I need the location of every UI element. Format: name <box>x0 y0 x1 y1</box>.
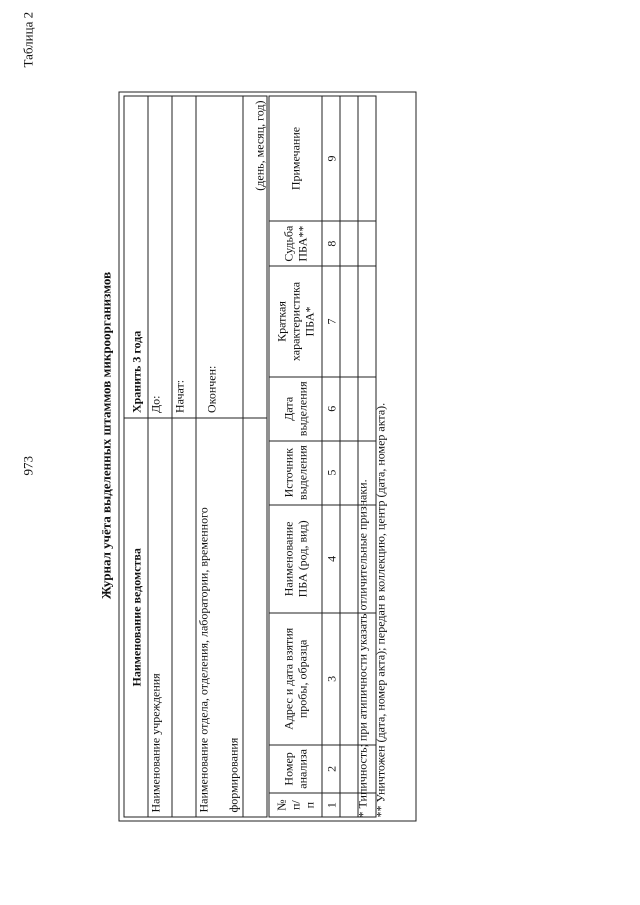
column-headers <box>269 96 322 817</box>
institution-blank <box>172 417 196 816</box>
table-cell <box>340 440 358 504</box>
finished-cell <box>196 96 243 418</box>
heading-left: Наименование ведомства <box>124 417 148 816</box>
form-frame <box>118 91 416 821</box>
col-number: 7 <box>322 266 340 377</box>
col-number: 3 <box>322 613 340 744</box>
col-number: 2 <box>322 744 340 793</box>
col-header: Адрес и дата взятия пробы, образца <box>269 613 322 744</box>
col-header: Номер анализа <box>269 744 322 793</box>
table-label: Таблица 2 <box>20 11 35 67</box>
page-number: 973 <box>20 455 35 475</box>
institution-label: Наименование учреждения <box>148 417 172 816</box>
journal-table <box>268 95 376 817</box>
table-row <box>358 96 376 817</box>
col-number: 9 <box>322 96 340 221</box>
started-label: Начат: <box>172 96 196 418</box>
department-label-line-2: формирования <box>226 737 240 812</box>
header-table <box>123 95 267 817</box>
table-cell <box>340 793 358 817</box>
col-number: 4 <box>322 504 340 613</box>
table-cell <box>358 96 376 221</box>
department-cell <box>196 417 243 816</box>
col-number: 5 <box>322 440 340 504</box>
table-cell <box>358 376 376 440</box>
table-cell <box>358 440 376 504</box>
page-title: Журнал учёта выделенных штаммов микроорганизмов <box>98 271 113 599</box>
col-header: Примечание <box>269 96 322 221</box>
table-cell <box>358 613 376 744</box>
department-blank <box>243 417 267 816</box>
footnote-2: ** Уничтожен (дата, номер акта); передан в коллекцию, центр (дата, номер акта). <box>373 402 387 817</box>
table-cell <box>340 504 358 613</box>
department-label-line-1: Наименование отдела, отделения, лаборатории, временного <box>196 506 210 812</box>
table-cell <box>358 744 376 793</box>
col-header: Судьба ПБА** <box>269 221 322 266</box>
table-cell <box>340 613 358 744</box>
table-cell <box>340 376 358 440</box>
finished-label: Окончен: <box>204 365 218 413</box>
col-header: № п/п <box>269 793 322 817</box>
table-cell <box>358 266 376 377</box>
col-number: 1 <box>322 793 340 817</box>
table-cell <box>340 96 358 221</box>
column-numbers <box>322 96 340 817</box>
footnote-1: * Типичность; при атипичности указать отличительные признаки. <box>355 478 369 817</box>
until-label: До: <box>148 96 172 418</box>
table-cell <box>340 266 358 377</box>
col-header: Краткая характеристика ПБА* <box>269 266 322 377</box>
col-header: Источник выделения <box>269 440 322 504</box>
date-note: (день, месяц, год) <box>243 96 267 418</box>
heading-right: Хранить 3 года <box>124 96 148 418</box>
col-number: 8 <box>322 221 340 266</box>
table-cell <box>358 221 376 266</box>
table-cell <box>340 221 358 266</box>
col-number: 6 <box>322 376 340 440</box>
col-header: Наименование ПБА (род, вид) <box>269 504 322 613</box>
table-cell <box>358 504 376 613</box>
table-cell <box>358 793 376 817</box>
table-cell <box>340 744 358 793</box>
table-row <box>340 96 358 817</box>
col-header: Дата выделения <box>269 376 322 440</box>
